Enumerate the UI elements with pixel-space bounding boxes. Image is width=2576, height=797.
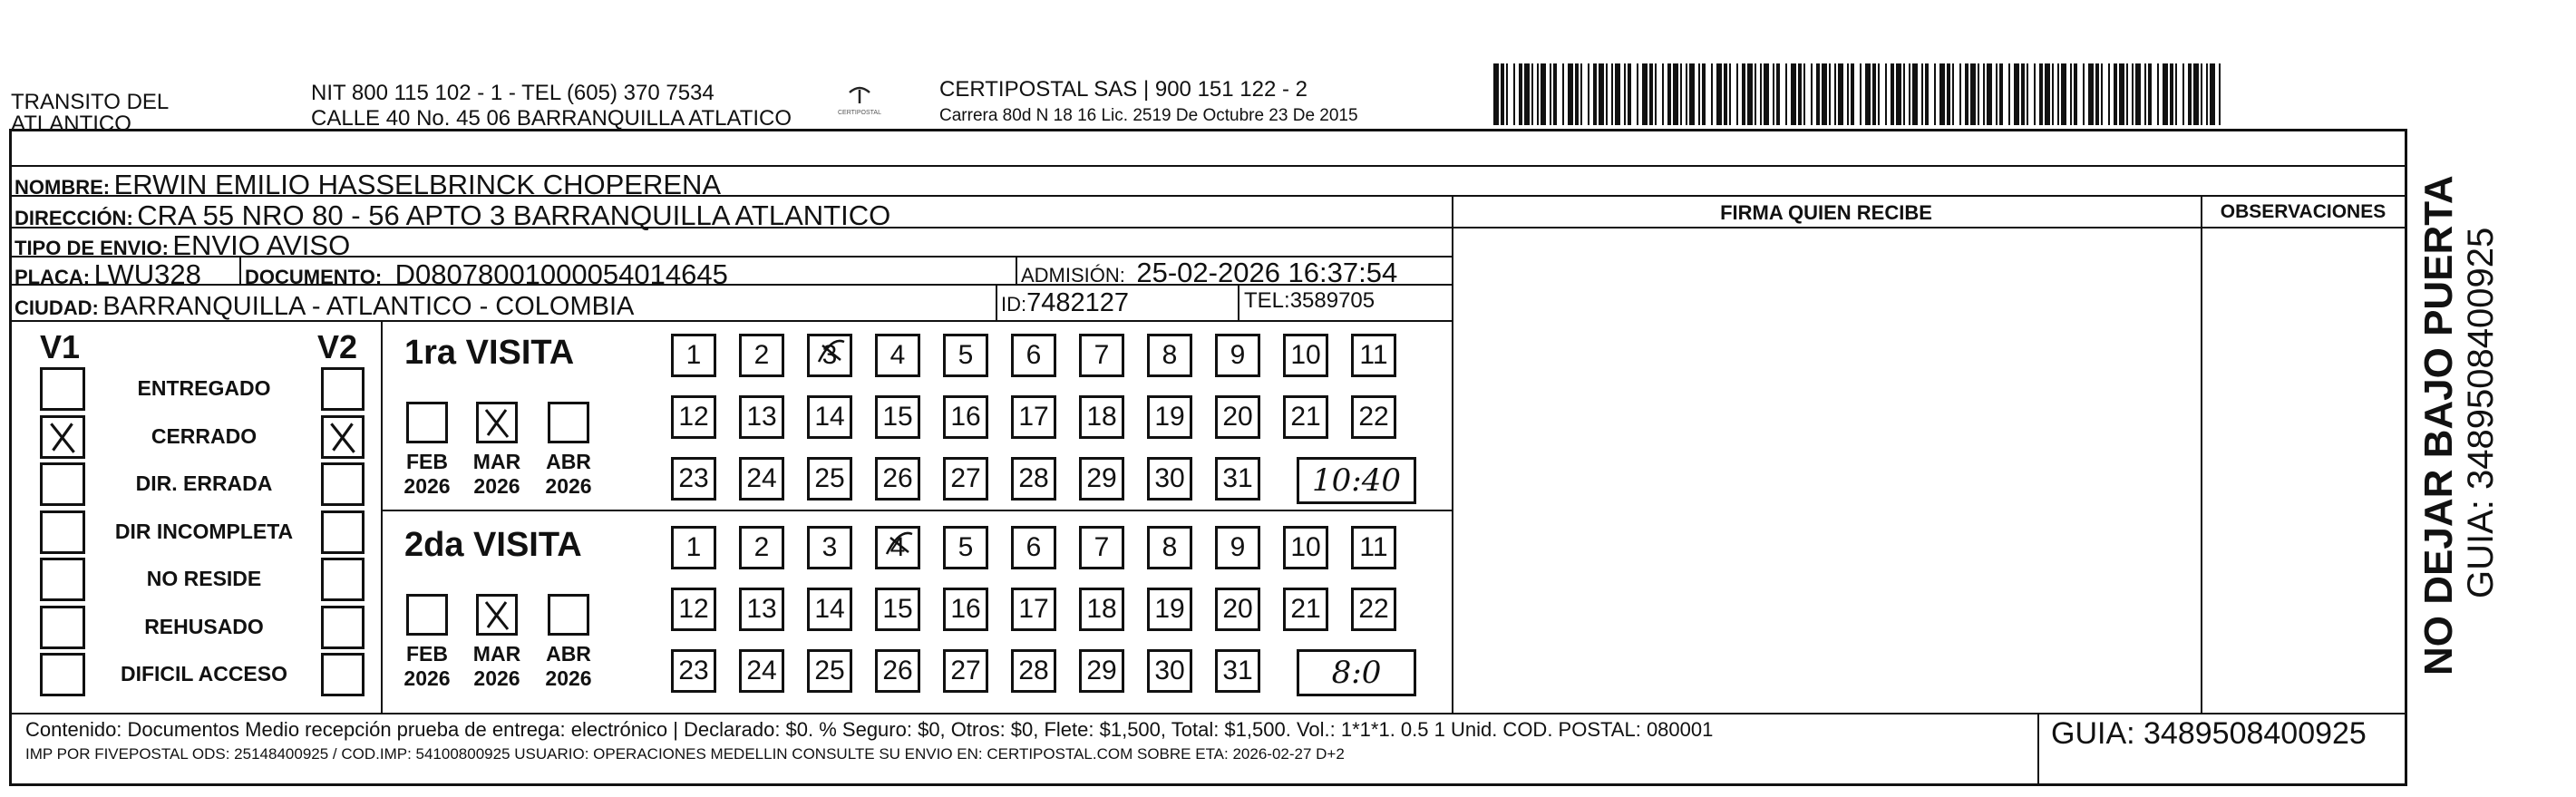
- day-box[interactable]: 8: [1147, 526, 1192, 569]
- day-box[interactable]: 6: [1011, 334, 1056, 377]
- barcode-bar: [1724, 63, 1727, 125]
- placa-field: [15, 258, 201, 291]
- day-mark-icon: [813, 333, 850, 369]
- barcode-bar: [1686, 63, 1687, 125]
- check-mark-icon: [479, 404, 515, 441]
- day-box[interactable]: 30: [1147, 457, 1192, 501]
- documento-field: [245, 258, 728, 291]
- barcode-bar: [1925, 63, 1929, 125]
- barcode-bar: [1791, 63, 1796, 125]
- barcode-bar: [1816, 63, 1820, 125]
- day-box[interactable]: 20: [1215, 588, 1260, 631]
- barcode-bar: [1811, 63, 1813, 125]
- barcode-graphic: [1492, 63, 2226, 125]
- day-box[interactable]: 21: [1283, 588, 1328, 631]
- observaciones-header: [2201, 201, 2406, 223]
- day-box[interactable]: 12: [671, 588, 716, 631]
- direccion-field: [15, 199, 890, 232]
- barcode-bar: [1776, 63, 1780, 125]
- day-box[interactable]: 2: [739, 526, 784, 569]
- day-box[interactable]: 31: [1215, 457, 1260, 501]
- barcode-bar: [1637, 63, 1638, 125]
- ciudad-label: CIUDAD:: [15, 296, 99, 319]
- barcode-bar: [2170, 63, 2173, 125]
- day-box[interactable]: 9: [1215, 526, 1260, 569]
- day-box[interactable]: 3: [807, 334, 852, 377]
- month-checkbox[interactable]: [476, 594, 518, 636]
- barcode-bar: [1999, 63, 2003, 125]
- barcode-bar: [1896, 63, 1901, 125]
- barcode-bar: [2114, 63, 2117, 125]
- v2-checkbox[interactable]: [321, 558, 365, 601]
- day-box[interactable]: 27: [943, 457, 988, 501]
- logo-mark-icon: [846, 85, 873, 105]
- v1-checkbox[interactable]: [40, 653, 85, 696]
- side-warning: NO DEJAR BAJO PUERTA: [2416, 175, 2461, 676]
- day-box[interactable]: 15: [875, 395, 920, 439]
- month-checkbox[interactable]: [406, 594, 448, 636]
- barcode-bar: [1588, 63, 1589, 125]
- barcode-bar: [2027, 63, 2028, 125]
- barcode-bar: [1952, 63, 1954, 125]
- barcode-bar: [1921, 63, 1923, 125]
- tel-field: [1244, 288, 1375, 314]
- barcode-bar: [2193, 63, 2199, 125]
- barcode-bar: [1531, 63, 1533, 125]
- day-box[interactable]: 18: [1079, 395, 1124, 439]
- barcode-bar: [1760, 63, 1762, 125]
- barcode-bar: [1667, 63, 1671, 125]
- day-box[interactable]: 26: [875, 649, 920, 693]
- barcode-bar: [2188, 63, 2192, 125]
- barcode-bar: [1838, 63, 1843, 125]
- barcode-bar: [1885, 63, 1887, 125]
- v1-checkbox[interactable]: [40, 606, 85, 649]
- day-box[interactable]: 25: [807, 457, 852, 501]
- barcode-bar: [1785, 63, 1787, 125]
- direccion-value: CRA 55 NRO 80 - 56 APTO 3 BARRANQUILLA ATLANTICO: [137, 199, 891, 231]
- barcode-bar: [2210, 63, 2215, 125]
- status-label: NO RESIDE: [146, 567, 262, 590]
- month-label: FEB 2026: [403, 642, 451, 690]
- firma-label: FIRMA QUIEN RECIBE: [1720, 201, 1932, 224]
- day-box[interactable]: 16: [943, 395, 988, 439]
- v1-checkbox[interactable]: [40, 415, 85, 459]
- barcode-bar: [1689, 63, 1695, 125]
- barcode-bar: [1624, 63, 1626, 125]
- day-box[interactable]: 4: [875, 526, 920, 569]
- barcode-bar: [1593, 63, 1597, 125]
- barcode-bar: [2021, 63, 2025, 125]
- ciudad-field: [15, 292, 634, 322]
- day-box[interactable]: 5: [943, 334, 988, 377]
- barcode-bar: [2157, 63, 2159, 125]
- day-box[interactable]: 13: [739, 395, 784, 439]
- barcode-bar: [1829, 63, 1831, 125]
- day-mark-icon: [881, 525, 918, 561]
- day-box[interactable]: 23: [671, 457, 716, 501]
- day-box[interactable]: 26: [875, 457, 920, 501]
- barcode-bar: [1649, 63, 1653, 125]
- barcode-bar: [2045, 63, 2050, 125]
- status-label: DIR INCOMPLETA: [114, 519, 294, 543]
- barcode-bar: [1698, 63, 1700, 125]
- day-box[interactable]: 1: [671, 526, 716, 569]
- day-box[interactable]: 17: [1011, 395, 1056, 439]
- nombre-label: NOMBRE:: [15, 176, 111, 199]
- id-value: 7482127: [1026, 288, 1130, 317]
- barcode-bar: [1847, 63, 1849, 125]
- day-box[interactable]: 13: [739, 588, 784, 631]
- barcode-bar: [2088, 63, 2094, 125]
- day-box[interactable]: 29: [1079, 457, 1124, 501]
- barcode-bar: [1711, 63, 1713, 125]
- placa-label: PLACA:: [15, 266, 91, 288]
- documento-value: D08078001000054014645: [394, 258, 728, 290]
- day-box[interactable]: 11: [1351, 334, 1396, 377]
- barcode-bar: [2163, 63, 2168, 125]
- barcode-bar: [1872, 63, 1876, 125]
- barcode-bar: [2175, 63, 2177, 125]
- day-box[interactable]: 29: [1079, 649, 1124, 693]
- visit1-title: 1ra VISITA: [404, 334, 575, 372]
- day-box[interactable]: 15: [875, 588, 920, 631]
- barcode-bar: [1947, 63, 1950, 125]
- day-box[interactable]: 8: [1147, 334, 1192, 377]
- day-box[interactable]: 22: [1351, 395, 1396, 439]
- day-box[interactable]: 1: [671, 334, 716, 377]
- day-box[interactable]: 22: [1351, 588, 1396, 631]
- nit-line: NIT 800 115 102 - 1 - TEL (605) 370 7534: [311, 81, 714, 105]
- observaciones-label: OBSERVACIONES: [2220, 201, 2386, 222]
- v2-checkbox[interactable]: [321, 367, 365, 411]
- visit2-title: 2da VISITA: [404, 526, 582, 564]
- check-mark-icon: [479, 597, 515, 633]
- day-box[interactable]: 6: [1011, 526, 1056, 569]
- v1-checkbox[interactable]: [40, 367, 85, 411]
- placa-value: LWU328: [93, 258, 201, 290]
- id-field: [1001, 288, 1129, 318]
- barcode-bar: [1662, 63, 1664, 125]
- day-box[interactable]: 14: [807, 588, 852, 631]
- month-checkbox[interactable]: [406, 402, 448, 443]
- day-box[interactable]: 11: [1351, 526, 1396, 569]
- day-box[interactable]: 24: [739, 457, 784, 501]
- day-box[interactable]: 27: [943, 649, 988, 693]
- barcode-bar: [1912, 63, 1918, 125]
- barcode-bar: [1909, 63, 1910, 125]
- id-label: ID:: [1001, 293, 1027, 316]
- handwritten-time: 8:0: [1297, 649, 1416, 696]
- imp-line: IMP POR FIVEPOSTAL ODS: 25148400925 / COD.IMP: 54100800925 USUARIO: OPERACIONES MEDELLIN CONSULTE SU ENVIO EN: CERTIPOSTAL.COM SOBRE ETA: 2026-02-27 D+2: [25, 745, 1345, 763]
- barcode-bar: [2061, 63, 2066, 125]
- v2-checkbox[interactable]: [321, 510, 365, 554]
- barcode-bar: [1939, 63, 1945, 125]
- barcode-bar: [1959, 63, 1961, 125]
- barcode-bar: [1798, 63, 1802, 125]
- v2-checkbox[interactable]: [321, 415, 365, 459]
- admision-label: ADMISIÓN:: [1021, 264, 1125, 287]
- v1-checkbox[interactable]: [40, 462, 85, 506]
- day-box[interactable]: 19: [1147, 395, 1192, 439]
- status-label: REHUSADO: [144, 614, 264, 638]
- barcode-bar: [1615, 63, 1620, 125]
- day-box[interactable]: 18: [1079, 588, 1124, 631]
- barcode-bar: [2074, 63, 2077, 125]
- check-mark-icon: [324, 418, 362, 456]
- barcode-bar: [1860, 63, 1862, 125]
- day-box[interactable]: 20: [1215, 395, 1260, 439]
- status-label: DIFICIL ACCESO: [120, 662, 287, 685]
- barcode-bar: [2182, 63, 2184, 125]
- tipo-value: ENVIO AVISO: [172, 229, 351, 261]
- day-box[interactable]: 16: [943, 588, 988, 631]
- ciudad-value: BARRANQUILLA - ATLANTICO - COLOMBIA: [102, 292, 635, 321]
- barcode-bar: [1606, 63, 1608, 125]
- barcode-bar: [1996, 63, 1998, 125]
- barcode-bar: [2034, 63, 2036, 125]
- barcode-bar: [2101, 63, 2103, 125]
- address-line: CALLE 40 No. 45 06 BARRANQUILLA ATLATICO: [311, 106, 792, 131]
- barcode-bar: [2095, 63, 2099, 125]
- barcode-bar: [1764, 63, 1769, 125]
- barcode-bar: [1550, 63, 1551, 125]
- barcode-bar: [1562, 63, 1564, 125]
- v2-checkbox[interactable]: [321, 462, 365, 506]
- barcode-bar: [2014, 63, 2019, 125]
- barcode-bar: [1575, 63, 1579, 125]
- barcode-bar: [1834, 63, 1836, 125]
- barcode-bar: [1680, 63, 1682, 125]
- barcode-bar: [1729, 63, 1731, 125]
- day-box[interactable]: 12: [671, 395, 716, 439]
- barcode-bar: [1851, 63, 1854, 125]
- tel-value: 3589705: [1289, 288, 1375, 313]
- barcode-bar: [1673, 63, 1678, 125]
- month-checkbox[interactable]: [476, 402, 518, 443]
- barcode-bar: [1506, 63, 1508, 125]
- barcode-bar: [1978, 63, 1979, 125]
- barcode-bar: [1803, 63, 1805, 125]
- v2-checkbox[interactable]: [321, 606, 365, 649]
- tipo-label: TIPO DE ENVIO:: [15, 237, 169, 259]
- company-line: CERTIPOSTAL SAS | 900 151 122 - 2: [939, 77, 1307, 102]
- org-name-line2: ATLANTICO: [11, 112, 131, 136]
- day-box[interactable]: 31: [1215, 649, 1260, 693]
- barcode-bar: [2144, 63, 2146, 125]
- barcode-bar: [2135, 63, 2141, 125]
- v1-checkbox[interactable]: [40, 510, 85, 554]
- barcode-bar: [1702, 63, 1706, 125]
- barcode-bar: [1822, 63, 1827, 125]
- day-box[interactable]: 7: [1079, 526, 1124, 569]
- barcode-bar: [2008, 63, 2010, 125]
- day-box[interactable]: 28: [1011, 649, 1056, 693]
- day-box[interactable]: 14: [807, 395, 852, 439]
- v1-label: V1: [40, 328, 81, 365]
- day-box[interactable]: 2: [739, 334, 784, 377]
- barcode-bar: [1611, 63, 1613, 125]
- barcode-bar: [1537, 63, 1539, 125]
- firma-header: [1452, 201, 2201, 225]
- barcode-bar: [2070, 63, 2072, 125]
- day-box[interactable]: 19: [1147, 588, 1192, 631]
- barcode-bar: [1642, 63, 1648, 125]
- admision-value: 25-02-2026 16:37:54: [1136, 257, 1398, 288]
- barcode: [1492, 63, 2226, 125]
- barcode-bar: [1541, 63, 1546, 125]
- barcode-bar: [1736, 63, 1738, 125]
- barcode-bar: [1965, 63, 1968, 125]
- barcode-bar: [1987, 63, 1992, 125]
- barcode-bar: [1628, 63, 1631, 125]
- barcode-bar: [1519, 63, 1522, 125]
- barcode-bar: [1568, 63, 1573, 125]
- barcode-bar: [1970, 63, 1976, 125]
- month-checkbox[interactable]: [548, 594, 589, 636]
- month-label: MAR 2026: [472, 642, 521, 690]
- barcode-bar: [1513, 63, 1515, 125]
- side-guia: GUIA: 3489508400925: [2461, 227, 2501, 598]
- day-box[interactable]: 7: [1079, 334, 1124, 377]
- direccion-label: DIRECCIÓN:: [15, 207, 133, 229]
- barcode-bar: [1599, 63, 1604, 125]
- barcode-bar: [1865, 63, 1871, 125]
- barcode-bar: [2219, 63, 2221, 125]
- status-label: ENTREGADO: [137, 376, 271, 400]
- day-box[interactable]: 5: [943, 526, 988, 569]
- month-checkbox[interactable]: [548, 402, 589, 443]
- barcode-bar: [1655, 63, 1657, 125]
- barcode-bar: [2132, 63, 2134, 125]
- guia-box: GUIA: 3489508400925: [2051, 716, 2367, 751]
- barcode-bar: [1553, 63, 1557, 125]
- check-mark-icon: [43, 418, 83, 456]
- v2-checkbox[interactable]: [321, 653, 365, 696]
- barcode-bar: [2201, 63, 2202, 125]
- admision-field: [1021, 257, 1397, 289]
- day-box[interactable]: 30: [1147, 649, 1192, 693]
- barcode-bar: [1934, 63, 1936, 125]
- org-name-line1: TRANSITO DEL: [11, 90, 170, 114]
- barcode-bar: [1903, 63, 1905, 125]
- barcode-bar: [2119, 63, 2124, 125]
- barcode-bar: [2126, 63, 2128, 125]
- day-box[interactable]: 10: [1283, 526, 1328, 569]
- barcode-bar: [1524, 63, 1530, 125]
- barcode-bar: [1755, 63, 1756, 125]
- barcode-bar: [2108, 63, 2110, 125]
- day-box[interactable]: 25: [807, 649, 852, 693]
- barcode-bar: [1891, 63, 1894, 125]
- barcode-bar: [1773, 63, 1774, 125]
- month-label: FEB 2026: [403, 450, 451, 498]
- day-box[interactable]: 28: [1011, 457, 1056, 501]
- v1-checkbox[interactable]: [40, 558, 85, 601]
- barcode-bar: [2052, 63, 2054, 125]
- barcode-bar: [1878, 63, 1880, 125]
- logo-text: CERTIPOSTAL: [838, 110, 881, 116]
- barcode-bar: [2057, 63, 2059, 125]
- day-box[interactable]: 4: [875, 334, 920, 377]
- barcode-bar: [2148, 63, 2152, 125]
- handwritten-time: 10:40: [1297, 457, 1416, 504]
- day-box[interactable]: 9: [1215, 334, 1260, 377]
- barcode-bar: [1983, 63, 1985, 125]
- barcode-bar: [1493, 63, 1499, 125]
- v2-label: V2: [317, 328, 358, 365]
- month-label: MAR 2026: [472, 450, 521, 498]
- contenido-line: Contenido: Documentos Medio recepción prueba de entrega: electrónico | Declarado: $0. % Seguro: $0, Otros: $0, Flete: $1,500, Total: $1,500. Vol.: 1*1*1. 0.5 1 Unid. COD. POSTAL: 080001: [25, 718, 1714, 741]
- status-label: DIR. ERRADA: [135, 471, 273, 495]
- nombre-field: [15, 169, 721, 201]
- day-box[interactable]: 21: [1283, 395, 1328, 439]
- barcode-bar: [1747, 63, 1753, 125]
- barcode-bar: [1742, 63, 1745, 125]
- barcode-bar: [2206, 63, 2208, 125]
- documento-label: DOCUMENTO:: [245, 266, 383, 288]
- barcode-bar: [2083, 63, 2085, 125]
- month-label: ABR 2026: [545, 450, 592, 498]
- nombre-value: ERWIN EMILIO HASSELBRINCK CHOPERENA: [113, 169, 722, 200]
- status-label: CERRADO: [151, 423, 258, 448]
- day-box[interactable]: 24: [739, 649, 784, 693]
- day-box[interactable]: 3: [807, 526, 852, 569]
- tipo-envio-field: [15, 229, 350, 262]
- day-box[interactable]: 17: [1011, 588, 1056, 631]
- certipostal-logo: [832, 85, 887, 116]
- month-label: ABR 2026: [545, 642, 592, 690]
- barcode-bar: [1716, 63, 1722, 125]
- license-line: Carrera 80d N 18 16 Lic. 2519 De Octubre 23 De 2015: [939, 106, 1358, 125]
- barcode-bar: [1580, 63, 1582, 125]
- tel-label: TEL:: [1244, 288, 1290, 313]
- barcode-bar: [2039, 63, 2043, 125]
- day-box[interactable]: 23: [671, 649, 716, 693]
- barcode-bar: [1501, 63, 1504, 125]
- day-box[interactable]: 10: [1283, 334, 1328, 377]
